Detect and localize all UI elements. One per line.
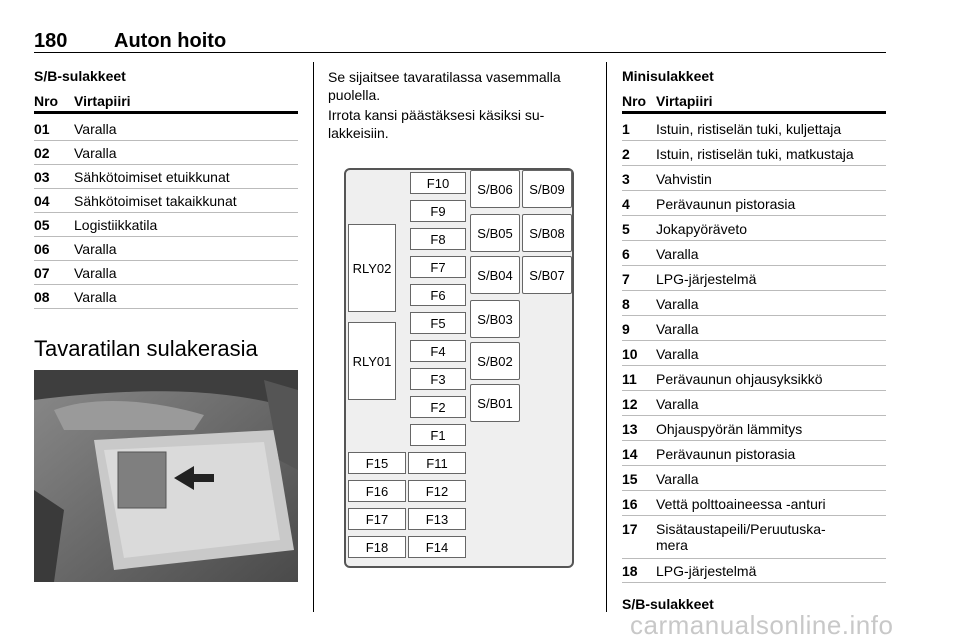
fuse-f4: F4 xyxy=(410,340,466,362)
row-text: Perävaunun pistorasia xyxy=(656,196,796,212)
page-title: Auton hoito xyxy=(114,30,227,52)
row-text: LPG-järjestelmä xyxy=(656,563,757,579)
row-text: Varalla xyxy=(656,471,699,487)
fuse-f15: F15 xyxy=(348,452,406,474)
fuse-f8: F8 xyxy=(410,228,466,250)
row-number: 06 xyxy=(34,241,50,257)
row-number: 07 xyxy=(34,265,50,281)
watermark: carmanualsonline.info xyxy=(630,610,894,640)
row-number: 03 xyxy=(34,169,50,185)
row-number: 4 xyxy=(622,196,630,212)
row-text: Sähkötoimiset etuikkunat xyxy=(74,169,230,185)
fuse-f13: F13 xyxy=(408,508,466,530)
row-number: 17 xyxy=(622,521,638,537)
row-number: 6 xyxy=(622,246,630,262)
fuse-sb07: S/B07 xyxy=(522,256,572,294)
row-text: Istuin, ristiselän tuki, matkustaja xyxy=(656,146,854,162)
fuse-sb08: S/B08 xyxy=(522,214,572,252)
right-section-title: Minisulakkeet xyxy=(622,68,714,84)
fuse-f3: F3 xyxy=(410,368,466,390)
fuse-f16: F16 xyxy=(348,480,406,502)
trunk-photo xyxy=(34,370,298,582)
table-row xyxy=(34,117,298,141)
row-text: Sähkötoimiset takaikkunat xyxy=(74,193,237,209)
row-number: 5 xyxy=(622,221,630,237)
paragraph-instruction: Irrota kansi päästäksesi käsiksi su-lakkeisiin. xyxy=(328,107,545,141)
row-number: 8 xyxy=(622,296,630,312)
left-section-title: S/B-sulakkeet xyxy=(34,68,126,84)
page-header xyxy=(34,30,886,54)
row-number: 08 xyxy=(34,289,50,305)
fuse-f14: F14 xyxy=(408,536,466,558)
row-text: Logistiikkatila xyxy=(74,217,158,233)
row-number: 13 xyxy=(622,421,638,437)
fuse-sb01: S/B01 xyxy=(470,384,520,422)
left-col-circuit: Virtapiiri xyxy=(74,93,131,109)
row-text: Perävaunun pistorasia xyxy=(656,446,796,462)
fuse-f6: F6 xyxy=(410,284,466,306)
table-row xyxy=(622,217,886,241)
table-row xyxy=(622,242,886,266)
table-row xyxy=(34,189,298,213)
table-row xyxy=(34,213,298,237)
row-text: Varalla xyxy=(74,121,117,137)
row-text: Istuin, ristiselän tuki, kuljettaja xyxy=(656,121,842,137)
fuse-sb05: S/B05 xyxy=(470,214,520,252)
table-row xyxy=(622,267,886,291)
page-number: 180 xyxy=(34,30,68,52)
table-row xyxy=(34,165,298,189)
fuse-sb03: S/B03 xyxy=(470,300,520,338)
row-text: Varalla xyxy=(656,296,699,312)
row-number: 11 xyxy=(622,371,637,387)
fuse-sb09: S/B09 xyxy=(522,170,572,208)
row-text: Varalla xyxy=(656,396,699,412)
row-text: Varalla xyxy=(74,289,117,305)
fuse-f7: F7 xyxy=(410,256,466,278)
row-number: 10 xyxy=(622,346,638,362)
right-col-no: Nro xyxy=(622,93,647,109)
table-row xyxy=(622,392,886,416)
fuse-f10: F10 xyxy=(410,172,466,194)
row-number: 7 xyxy=(622,271,630,287)
row-text: LPG-järjestelmä xyxy=(656,271,757,287)
table-row xyxy=(622,142,886,166)
table-row xyxy=(622,467,886,491)
table-row xyxy=(34,285,298,309)
fuse-f18: F18 xyxy=(348,536,406,558)
table-row xyxy=(622,292,886,316)
relay-rly02: RLY02 xyxy=(348,224,396,312)
table-row xyxy=(622,442,886,466)
fuse-f2: F2 xyxy=(410,396,466,418)
row-number: 16 xyxy=(622,496,638,512)
row-text: Sisätaustapeili/Peruutuska-mera xyxy=(656,521,826,553)
row-number: 04 xyxy=(34,193,50,209)
row-text: Ohjauspyörän lämmitys xyxy=(656,421,803,437)
fuse-f12: F12 xyxy=(408,480,466,502)
table-row xyxy=(622,317,886,341)
table-row xyxy=(622,517,886,559)
row-text: Jokapyöräveto xyxy=(656,221,748,237)
fuse-f5: F5 xyxy=(410,312,466,334)
right-table-header xyxy=(622,90,886,114)
row-number: 18 xyxy=(622,563,638,579)
fuse-f11: F11 xyxy=(408,452,466,474)
fuse-f17: F17 xyxy=(348,508,406,530)
table-row xyxy=(622,117,886,141)
row-text: Vettä polttoaineessa -anturi xyxy=(656,496,826,512)
row-text: Varalla xyxy=(74,145,117,161)
paragraph-location: Se sijaitsee tavaratilassa vasemmalla puolella. xyxy=(328,69,561,103)
row-number: 05 xyxy=(34,217,50,233)
row-text: Varalla xyxy=(656,321,699,337)
row-number: 1 xyxy=(622,121,630,137)
table-row xyxy=(34,237,298,261)
fuse-f9: F9 xyxy=(410,200,466,222)
fuse-f1: F1 xyxy=(410,424,466,446)
row-number: 12 xyxy=(622,396,638,412)
right-col-circuit: Virtapiiri xyxy=(656,93,713,109)
section-heading: Tavaratilan sulakerasia xyxy=(34,336,258,361)
row-text: Varalla xyxy=(656,346,699,362)
row-text: Vahvistin xyxy=(656,171,712,187)
column-divider-right xyxy=(606,62,607,612)
table-row xyxy=(34,141,298,165)
left-col-no: Nro xyxy=(34,93,59,109)
table-row xyxy=(622,492,886,516)
fuse-sb06: S/B06 xyxy=(470,170,520,208)
fuse-sb04: S/B04 xyxy=(470,256,520,294)
table-row xyxy=(622,559,886,583)
table-row xyxy=(622,167,886,191)
left-table-header xyxy=(34,90,298,114)
row-number: 01 xyxy=(34,121,50,137)
column-divider-left xyxy=(313,62,314,612)
row-number: 14 xyxy=(622,446,638,462)
relay-rly01: RLY01 xyxy=(348,322,396,400)
row-number: 2 xyxy=(622,146,630,162)
table-row xyxy=(622,367,886,391)
fuse-sb02: S/B02 xyxy=(470,342,520,380)
row-number: 15 xyxy=(622,471,638,487)
header-rule xyxy=(34,52,886,53)
right-footer-title: S/B-sulakkeet xyxy=(622,596,714,612)
row-number: 3 xyxy=(622,171,630,187)
table-row xyxy=(622,192,886,216)
table-row xyxy=(34,261,298,285)
table-row xyxy=(622,417,886,441)
row-number: 9 xyxy=(622,321,630,337)
row-text: Varalla xyxy=(74,265,117,281)
row-text: Varalla xyxy=(656,246,699,262)
table-row xyxy=(622,342,886,366)
row-text: Varalla xyxy=(74,241,117,257)
row-text: Perävaunun ohjausyksikkö xyxy=(656,371,823,387)
row-number: 02 xyxy=(34,145,50,161)
